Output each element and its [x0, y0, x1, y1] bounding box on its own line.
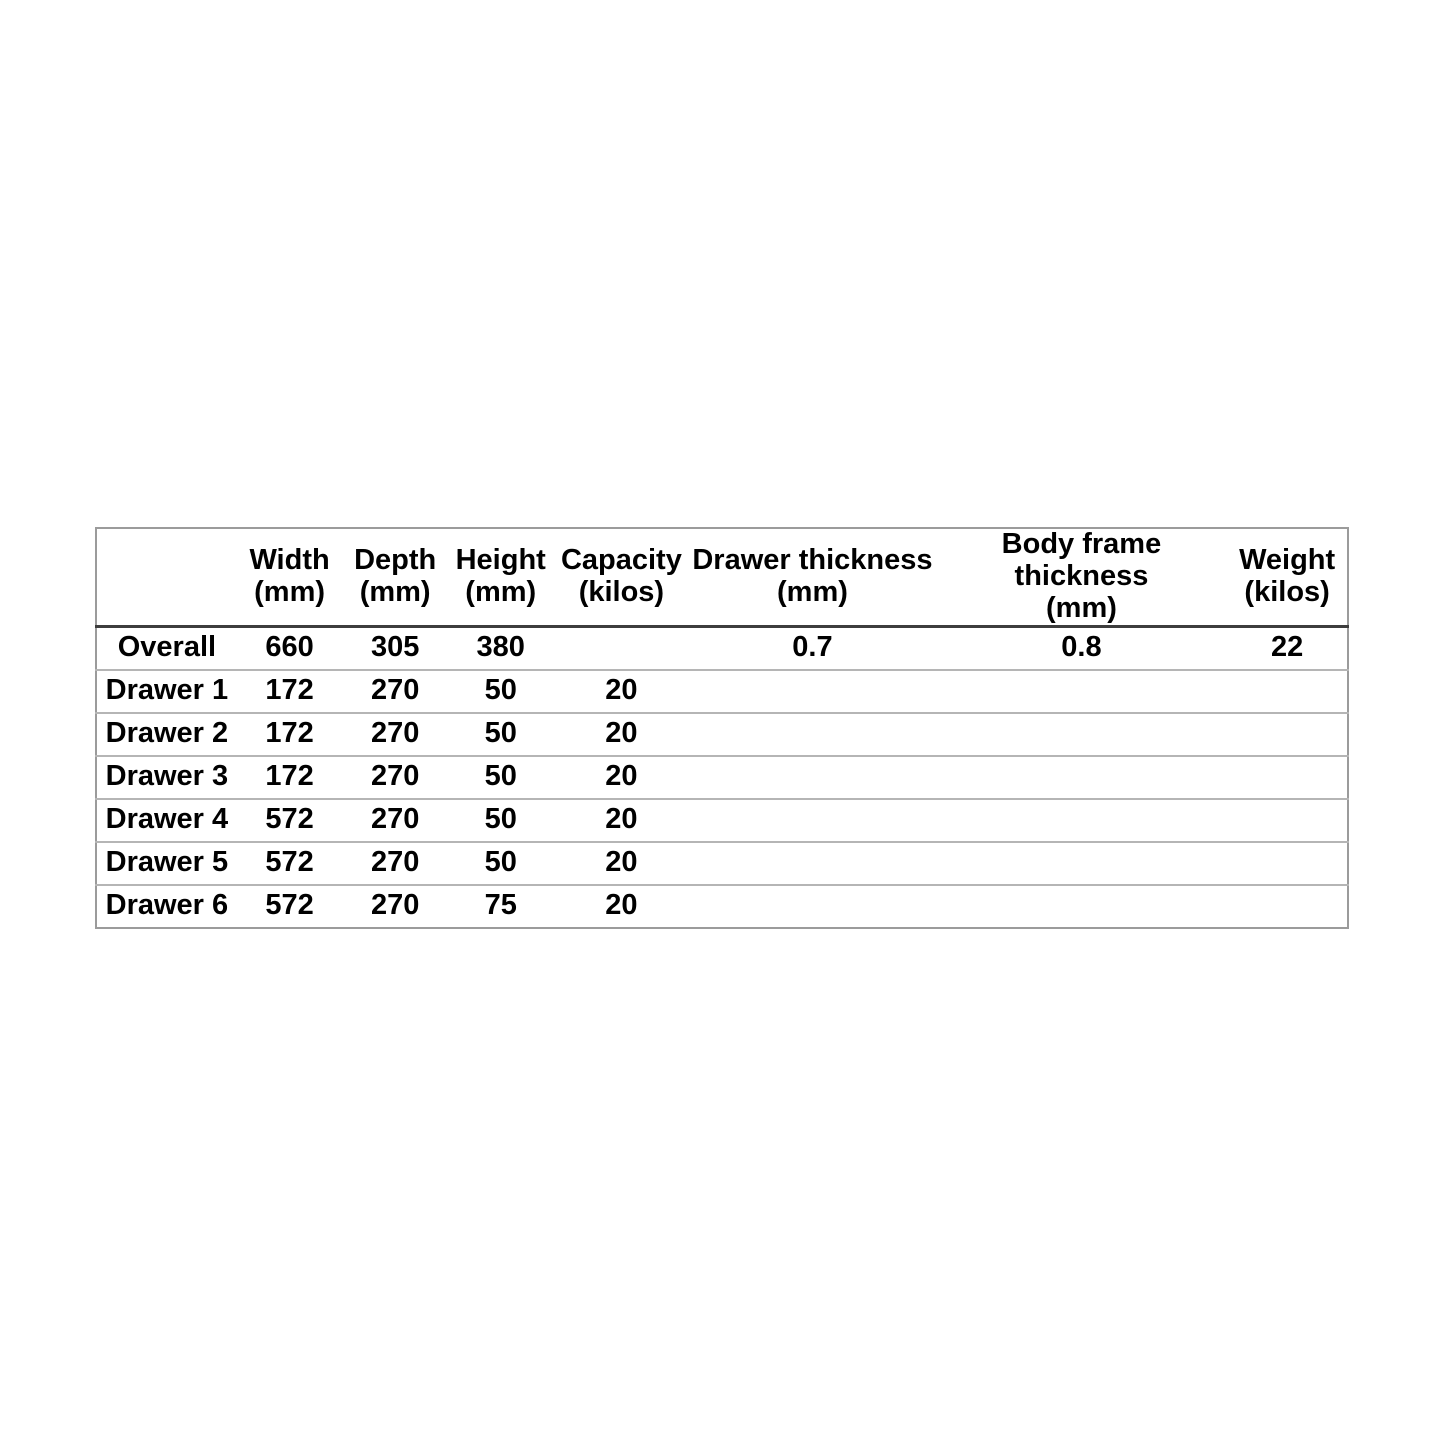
- header-width-unit: (mm): [254, 575, 326, 608]
- cell-depth: 270: [370, 674, 420, 707]
- row-label: Drawer 6: [105, 889, 229, 922]
- header-drawer-thickness-unit: (mm): [777, 575, 848, 608]
- header-drawer-thickness: [689, 528, 935, 626]
- header-body-frame-thickness: [936, 528, 1228, 626]
- table-body: [96, 626, 1348, 928]
- row-label: Drawer 1: [105, 674, 229, 707]
- header-capacity-unit: (kilos): [578, 575, 665, 608]
- header-depth: [342, 528, 448, 626]
- header-body-frame-thickness-label: Body frame thickness: [1001, 528, 1162, 592]
- cell-depth: 270: [370, 717, 420, 750]
- cell-width: 572: [265, 889, 314, 922]
- cell-drawer-thickness: 0.7: [689, 626, 935, 670]
- cell-drawer-thickness: [689, 885, 935, 928]
- header-height-label: Height: [455, 543, 546, 576]
- cell-width: 172: [265, 674, 314, 707]
- table-row: [96, 799, 1348, 842]
- cell-capacity: 20: [605, 717, 638, 750]
- header-corner: [96, 528, 237, 626]
- cell-capacity: [554, 626, 690, 670]
- header-row: [96, 528, 1348, 626]
- cell-capacity: 20: [605, 803, 638, 836]
- header-weight-label: Weight: [1239, 543, 1336, 576]
- cell-body-frame-thickness: [936, 842, 1228, 885]
- header-width-label: Width: [249, 543, 330, 576]
- cell-drawer-thickness: [689, 713, 935, 756]
- row-label: Drawer 5: [105, 846, 229, 879]
- cell-drawer-thickness: [689, 756, 935, 799]
- row-label: Drawer 3: [105, 760, 229, 793]
- specification-table: [95, 527, 1349, 929]
- cell-body-frame-thickness: 0.8: [936, 626, 1228, 670]
- cell-drawer-thickness: [689, 842, 935, 885]
- cell-weight: [1227, 799, 1348, 842]
- cell-width: 172: [265, 717, 314, 750]
- table-row: [96, 713, 1348, 756]
- cell-width: 572: [265, 846, 314, 879]
- row-label: Drawer 2: [105, 717, 229, 750]
- cell-height: 50: [484, 674, 517, 707]
- cell-width: 660: [237, 626, 343, 670]
- header-capacity: [554, 528, 690, 626]
- row-label: Overall: [96, 626, 237, 670]
- cell-weight: [1227, 713, 1348, 756]
- row-label: Drawer 4: [105, 803, 229, 836]
- cell-body-frame-thickness: [936, 756, 1228, 799]
- cell-capacity: 20: [605, 674, 638, 707]
- cell-depth: 270: [370, 889, 420, 922]
- cell-drawer-thickness: [689, 799, 935, 842]
- header-body-frame-thickness-unit: (mm): [1046, 591, 1117, 624]
- table-header: [96, 528, 1348, 626]
- cell-weight: [1227, 670, 1348, 713]
- table-row: [96, 842, 1348, 885]
- cell-height: 380: [448, 626, 554, 670]
- cell-body-frame-thickness: [936, 670, 1228, 713]
- specification-table-container: [95, 527, 1349, 929]
- cell-height: 50: [484, 717, 517, 750]
- cell-width: 172: [265, 760, 314, 793]
- cell-height: 50: [484, 760, 517, 793]
- cell-depth: 270: [370, 803, 420, 836]
- header-depth-label: Depth: [354, 543, 437, 576]
- header-weight: [1227, 528, 1348, 626]
- cell-depth: 270: [370, 846, 420, 879]
- cell-body-frame-thickness: [936, 885, 1228, 928]
- cell-drawer-thickness: [689, 670, 935, 713]
- header-capacity-label: Capacity: [560, 543, 682, 576]
- cell-weight: 22: [1227, 626, 1348, 670]
- cell-capacity: 20: [605, 889, 638, 922]
- cell-depth: 270: [370, 760, 420, 793]
- cell-body-frame-thickness: [936, 799, 1228, 842]
- header-width: [237, 528, 343, 626]
- header-height: [448, 528, 554, 626]
- cell-body-frame-thickness: [936, 713, 1228, 756]
- cell-height: 75: [484, 889, 517, 922]
- header-depth-unit: (mm): [359, 575, 431, 608]
- table-row: [96, 626, 1348, 670]
- table-row: [96, 756, 1348, 799]
- header-weight-unit: (kilos): [1244, 575, 1330, 608]
- cell-weight: [1227, 842, 1348, 885]
- header-drawer-thickness-label: Drawer thickness: [692, 543, 933, 576]
- cell-capacity: 20: [605, 846, 638, 879]
- cell-height: 50: [484, 803, 517, 836]
- cell-height: 50: [484, 846, 517, 879]
- header-height-unit: (mm): [465, 575, 537, 608]
- cell-weight: [1227, 756, 1348, 799]
- cell-weight: [1227, 885, 1348, 928]
- cell-width: 572: [265, 803, 314, 836]
- table-row: [96, 885, 1348, 928]
- table-row: [96, 670, 1348, 713]
- cell-depth: 305: [342, 626, 448, 670]
- cell-capacity: 20: [605, 760, 638, 793]
